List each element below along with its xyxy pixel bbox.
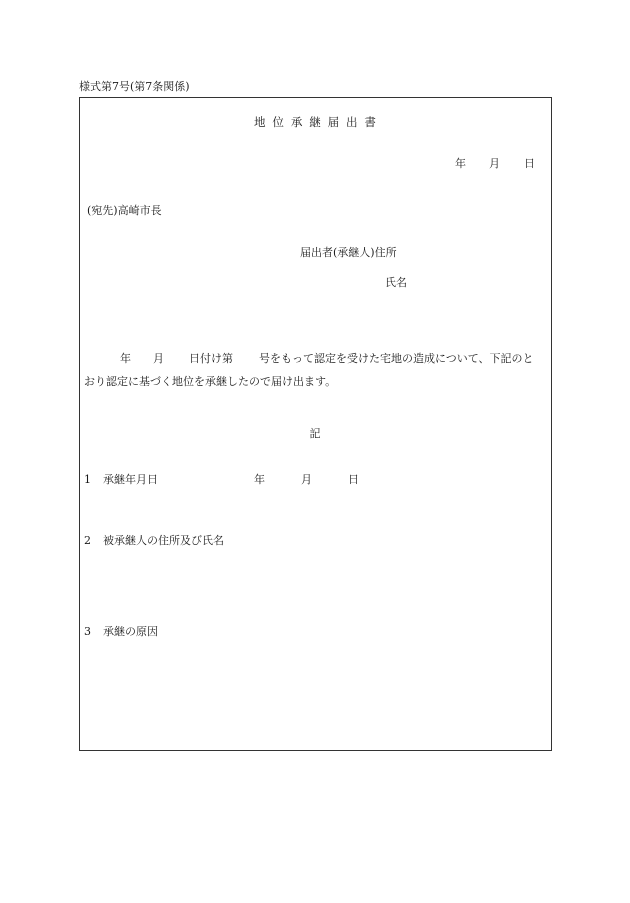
item-1-year: 年: [254, 473, 265, 486]
applicant-name-label: 氏名: [385, 276, 407, 289]
header-date-year: 年: [455, 157, 466, 170]
document-title: 地位承継届出書: [254, 115, 383, 129]
item-3-label: 承継の原因: [103, 625, 158, 638]
body-year: 年: [120, 352, 131, 365]
item-2-number: 2: [84, 534, 91, 547]
applicant-address-label: 届出者(承継人)住所: [300, 246, 397, 259]
item-1-number: 1: [84, 473, 91, 486]
form-frame: [79, 97, 552, 751]
header-date-day: 日: [524, 157, 535, 170]
body-line1-rest: 号をもって認定を受けた宅地の造成について、下記のと: [259, 352, 534, 365]
addressee: (宛先)高崎市長: [87, 204, 162, 217]
form-number: 様式第7号(第7条関係): [79, 80, 190, 93]
item-2-label: 被承継人の住所及び氏名: [103, 534, 224, 547]
body-line2: おり認定に基づく地位を承継したので届け出ます。: [84, 375, 337, 388]
body-month: 月: [153, 352, 164, 365]
header-date-month: 月: [489, 157, 500, 170]
item-1-day: 日: [348, 473, 359, 486]
body-day-prefix: 日付け第: [189, 352, 233, 365]
ki-heading: 記: [309, 427, 321, 440]
item-1-label: 承継年月日: [103, 473, 158, 486]
item-3-number: 3: [84, 625, 91, 638]
item-1-month: 月: [301, 473, 312, 486]
